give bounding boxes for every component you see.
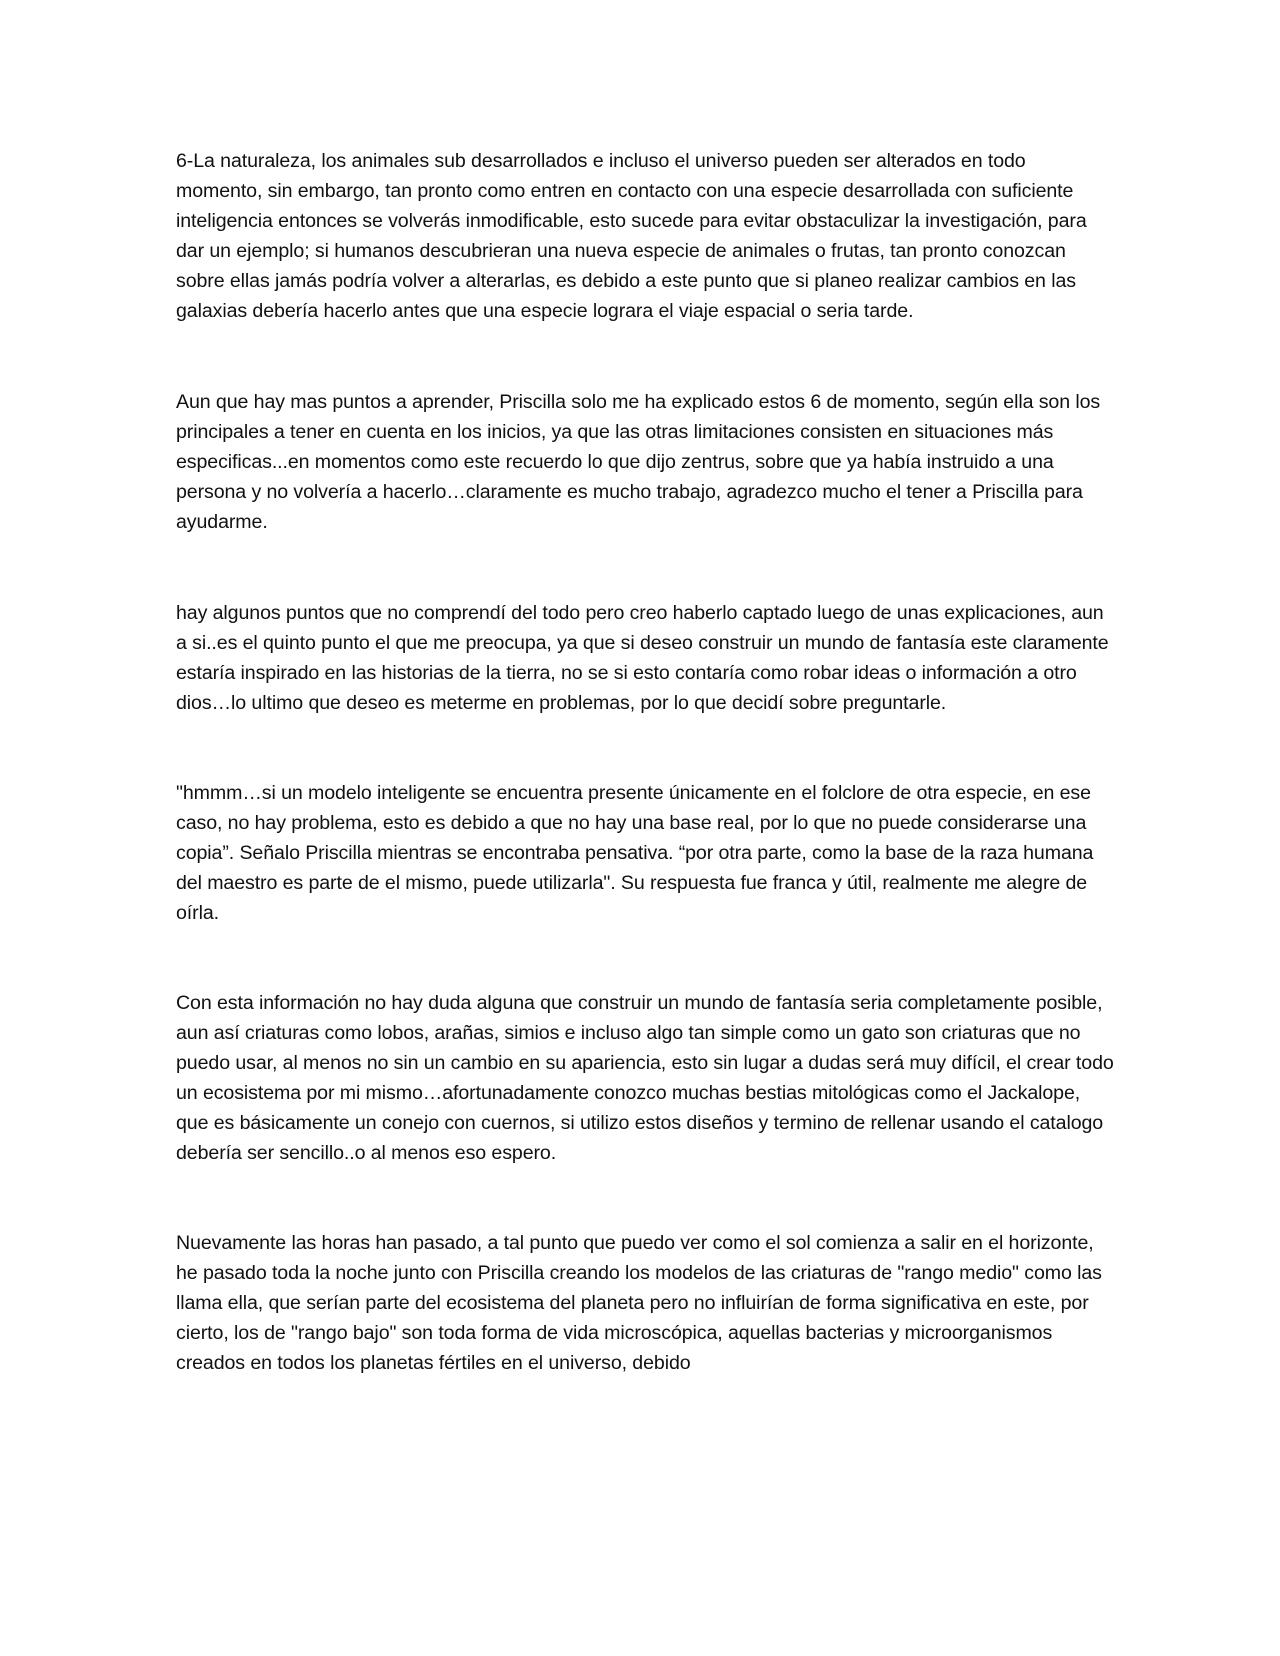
paragraph-hours-passed: Nuevamente las horas han pasado, a tal punto que puedo ver como el sol comienza a salir en el horizonte, he pasado toda la noche junto con Priscilla creando los modelos de las criaturas de "rango medio" como las llama ella, que serían parte del ecosistema del planeta pero no influirían de forma significativa en este, por cierto, los de "rango bajo" son toda forma de vida microscópica, aquellas bacterias y microorganismos creados en todos los planetas fértiles en el universo, debido xyxy=(176,1232,1102,1374)
paragraph-priscilla-answer: "hmmm…si un modelo inteligente se encuentra presente únicamente en el folclore de otra especie, en ese caso, no hay problema, esto es debido a que no hay una base real, por lo que no puede considerarse una copia”. Señalo Priscilla mientras se encontraba pensativa. “por otra parte, como la base de la raza humana del maestro es parte de el mismo, puede utilizarla". Su respuesta fue franca y útil, realmente me alegre de oírla. xyxy=(176,782,1094,924)
document-page xyxy=(176,146,1116,1378)
paragraph-fantasy-world: Con esta información no hay duda alguna que construir un mundo de fantasía seria completamente posible, aun así criaturas como lobos, arañas, simios e incluso algo tan simple como un gato son criaturas que no puedo usar, al menos no sin un cambio en su apariencia, esto sin lugar a dudas será muy difícil, el crear todo un ecosistema por mi mismo…afortunadamente conozco muchas bestias mitológicas como el Jackalope, que es básicamente un conejo con cuernos, si utilizo estos diseños y termino de rellenar usando el catalogo debería ser sencillo..o al menos eso espero. xyxy=(176,992,1114,1164)
paragraph-rule-six: 6-La naturaleza, los animales sub desarrollados e incluso el universo pueden ser alterados en todo momento, sin embargo, tan pronto como entren en contacto con una especie desarrollada con suficiente inteligencia entonces se volverás inmodificable, esto sucede para evitar obstaculizar la investigación, para dar un ejemplo; si humanos descubrieran una nueva especie de animales o frutas, tan pronto conozcan sobre ellas jamás podría volver a alterarlas, es debido a este punto que si planeo realizar cambios en las galaxias debería hacerlo antes que una especie lograra el viaje espacial o seria tarde. xyxy=(176,150,1087,322)
paragraph-fifth-point-concern: hay algunos puntos que no comprendí del todo pero creo haberlo captado luego de unas explicaciones, aun a si..es el quinto punto el que me preocupa, ya que si deseo construir un mundo de fantasía este claramente estaría inspirado en las historias de la tierra, no se si esto contaría como robar ideas o información a otro dios…lo ultimo que deseo es meterme en problemas, por lo que decidí sobre preguntarle. xyxy=(176,602,1109,714)
paragraph-more-points: Aun que hay mas puntos a aprender, Priscilla solo me ha explicado estos 6 de momento, según ella son los principales a tener en cuenta en los inicios, ya que las otras limitaciones consisten en situaciones más especificas...en momentos como este recuerdo lo que dijo zentrus, sobre que ya había instruido a una persona y no volvería a hacerlo…claramente es mucho trabajo, agradezco mucho el tener a Priscilla para ayudarme. xyxy=(176,391,1101,533)
